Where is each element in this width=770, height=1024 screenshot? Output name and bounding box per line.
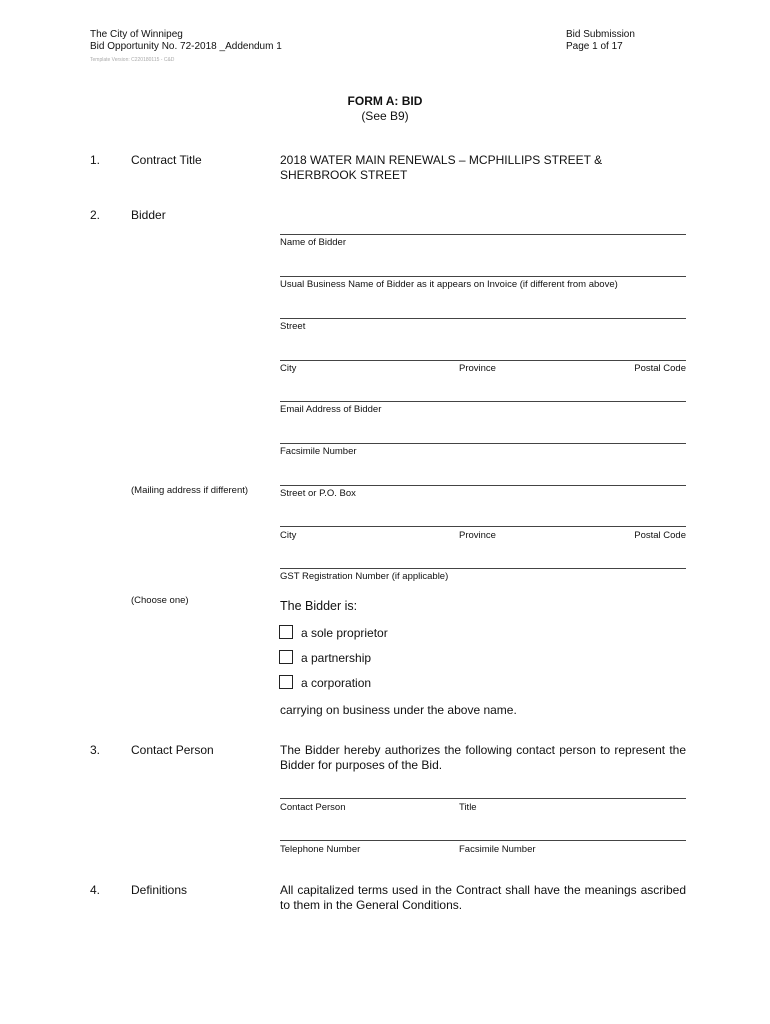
postal-code-caption: Postal Code (634, 363, 686, 374)
section-1-number: 1. (90, 153, 101, 167)
city-line[interactable] (280, 360, 686, 361)
usual-business-name-line[interactable] (280, 276, 686, 277)
corporation-checkbox[interactable] (279, 675, 293, 689)
province-2-caption: Province (459, 530, 496, 541)
form-subtitle: (See B9) (361, 109, 409, 123)
header-page-number: Page 1 of 17 (566, 41, 623, 52)
bidder-name-line[interactable] (280, 234, 686, 235)
city-2-caption: City (280, 530, 297, 541)
city-caption: City (280, 363, 297, 374)
street-line[interactable] (280, 318, 686, 319)
partnership-label: a partnership (301, 651, 372, 665)
sole-proprietor-label: a sole proprietor (301, 626, 388, 640)
email-caption: Email Address of Bidder (280, 404, 382, 415)
header-template-version: Template Version: C220180115 - C&D (90, 57, 175, 63)
contact-person-caption: Contact Person (280, 802, 346, 813)
contract-title: 2018 WATER MAIN RENEWALS – MCPHILLIPS STREET & SHERBROOK STREET (280, 153, 603, 182)
gst-caption: GST Registration Number (if applicable) (280, 571, 449, 582)
province-caption: Province (459, 363, 496, 374)
postal-code-2-caption: Postal Code (634, 530, 686, 541)
definitions-text: All capitalized terms used in the Contract shall have the meanings ascribed to them in the General Conditions. (280, 883, 686, 912)
email-line[interactable] (280, 401, 686, 402)
choose-one-note: (Choose one) (131, 595, 189, 606)
sole-proprietor-checkbox[interactable] (279, 625, 293, 639)
form-title: FORM A: BID (347, 94, 423, 108)
bidder-is-label: The Bidder is: (280, 599, 358, 613)
section-3-label: Contact Person (131, 743, 214, 757)
section-2-label: Bidder (131, 208, 166, 222)
mailing-address-note: (Mailing address if different) (131, 485, 249, 496)
street-po-box-caption: Street or P.O. Box (280, 488, 356, 499)
contact-person-text: The Bidder hereby authorizes the following contact person to represent the Bidder for purposes of the Bid. (280, 743, 686, 772)
partnership-checkbox[interactable] (279, 650, 293, 664)
street-po-box-line[interactable] (280, 485, 686, 486)
bidder-name-caption: Name of Bidder (280, 237, 347, 248)
facsimile-caption: Facsimile Number (280, 446, 357, 457)
corporation-label: a corporation (301, 676, 372, 690)
contact-person-line[interactable] (280, 798, 686, 799)
header-bid-opportunity: Bid Opportunity No. 72-2018 _Addendum 1 (90, 41, 282, 52)
header-bid-submission: Bid Submission (566, 29, 635, 40)
section-1-label: Contract Title (131, 153, 202, 167)
header-city: The City of Winnipeg (90, 29, 183, 40)
usual-business-name-caption: Usual Business Name of Bidder as it appears on Invoice (if different from above) (280, 279, 618, 290)
title-caption: Title (459, 802, 477, 813)
section-4-label: Definitions (131, 883, 188, 897)
facsimile-line[interactable] (280, 443, 686, 444)
section-2-number: 2. (90, 208, 101, 222)
telephone-line[interactable] (280, 840, 686, 841)
section-4-number: 4. (90, 883, 101, 897)
gst-line[interactable] (280, 568, 686, 569)
city-2-line[interactable] (280, 526, 686, 527)
street-caption: Street (280, 321, 306, 332)
contact-facsimile-caption: Facsimile Number (459, 844, 536, 855)
section-3-number: 3. (90, 743, 101, 757)
telephone-caption: Telephone Number (280, 844, 361, 855)
carrying-on-business-text: carrying on business under the above name. (280, 703, 517, 717)
